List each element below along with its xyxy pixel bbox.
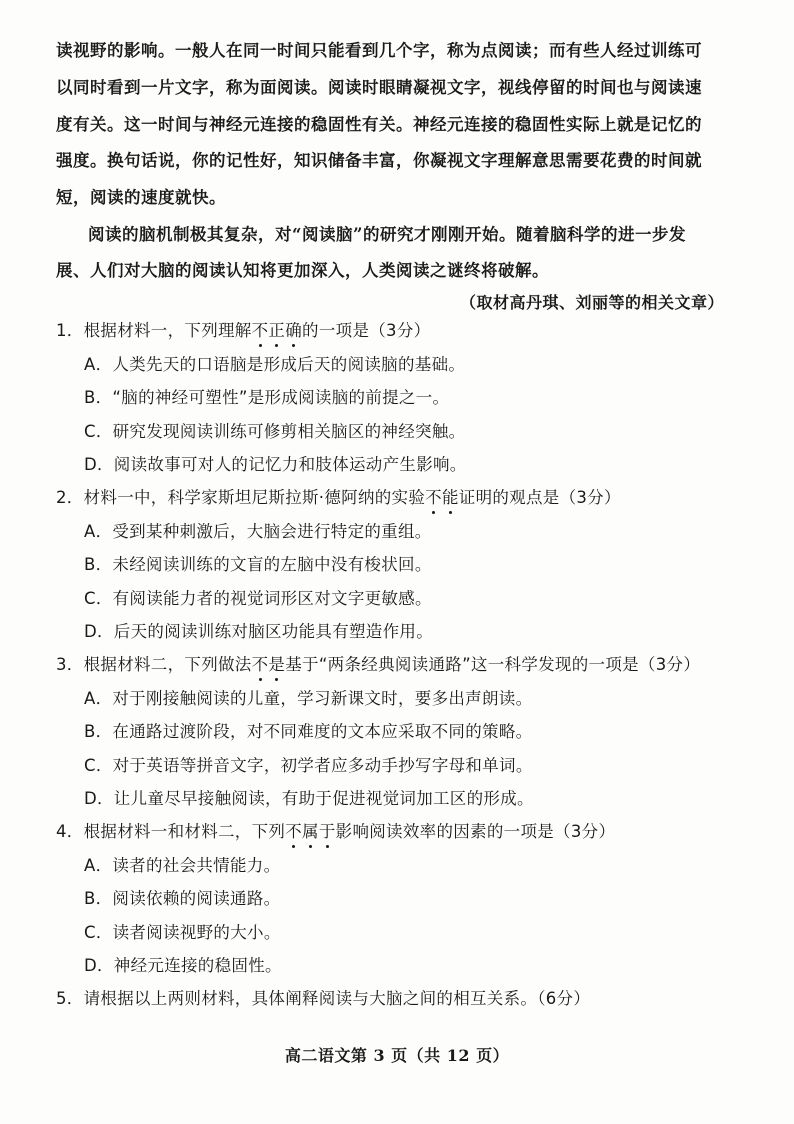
emphasis-char: 不: [251, 655, 269, 674]
passage-line: 强度。换句话说，你的记性好，知识储备丰富，你凝视文字理解意思需要花费的时间就: [56, 151, 702, 170]
emphasis-char: 属: [302, 822, 319, 841]
question-3-stem: [56, 657, 700, 674]
question-stem-pre: 4．根据材料一和材料二，下列: [56, 822, 286, 841]
question-stem-post: 的一项是（3分）: [302, 321, 431, 340]
emphasis-char: 于: [318, 822, 336, 841]
passage-line: 阅读的脑机制极其复杂，对“阅读脑”的研究才刚刚开始。随着脑科学的进一步发: [88, 225, 686, 244]
question-2-option-a: A．受到某种刺激后，大脑会进行特定的重组。: [84, 522, 432, 541]
passage-line: 短，阅读的速度就快。: [56, 188, 226, 207]
question-stem-pre: 3．根据材料二，下列做法: [56, 655, 252, 674]
emphasis-char: 确: [285, 321, 303, 340]
emphasis-char: 不: [251, 321, 269, 340]
question-1-option-b: B．“脑的神经可塑性”是形成阅读脑的前提之一。: [84, 388, 450, 407]
passage-line: 以同时看到一片文字，称为面阅读。阅读时眼睛凝视文字，视线停留的时间也与阅读速: [56, 78, 702, 97]
emphasis-char: 正: [268, 321, 286, 340]
question-1-option-c: C．研究发现阅读训练可修剪相关脑区的神经突触。: [84, 422, 466, 441]
emphasis-char: 不: [285, 822, 303, 841]
question-3-option-b: B．在通路过渡阶段，对不同难度的文本应采取不同的策略。: [84, 722, 533, 741]
question-1-stem: [56, 323, 430, 340]
question-2-stem: [56, 490, 621, 507]
question-4-option-d: D．神经元连接的稳固性。: [84, 956, 282, 975]
passage-line: 读视野的影响。一般人在同一时间只能看到几个字，称为点阅读；而有些人经过训练可: [56, 41, 702, 60]
question-stem-pre: 1．根据材料一，下列理解: [56, 321, 252, 340]
emphasis-char: 不: [425, 488, 442, 507]
question-3-option-d: D．让儿童尽早接触阅读，有助于促进视觉词加工区的形成。: [84, 789, 534, 808]
question-2-option-c: C．有阅读能力者的视觉词形区对文字更敏感。: [84, 589, 432, 608]
emphasis-char: 能: [441, 488, 459, 507]
question-1-option-d: D．阅读故事可对人的记忆力和肢体运动产生影响。: [84, 455, 467, 474]
emphasis-char: 是: [268, 655, 286, 674]
question-stem-post: 影响阅读效率的因素的一项是（3分）: [335, 822, 616, 841]
question-4-stem: [56, 824, 615, 841]
question-stem-post: 证明的观点是（3分）: [458, 488, 621, 507]
question-4-option-b: B．阅读依赖的阅读通路。: [84, 889, 281, 908]
question-4-option-c: C．读者阅读视野的大小。: [84, 923, 281, 942]
question-2-option-d: D．后天的阅读训练对脑区功能具有塑造作用。: [84, 622, 434, 641]
question-stem-pre: 5．请根据以上两则材料，具体阐释阅读与大脑之间的相互关系。（6分）: [56, 989, 591, 1008]
question-1-option-a: A．人类先天的口语脑是形成后天的阅读脑的基础。: [84, 355, 466, 374]
passage-source: （取材高丹琪、刘丽等的相关文章）: [459, 293, 724, 312]
question-stem-pre: 2．材料一中，科学家斯坦尼斯拉斯·德阿纳的实验: [56, 488, 426, 507]
page-footer: 高二语文第 3 页（共 12 页）: [284, 1046, 510, 1065]
question-3-option-c: C．对于英语等拼音文字，初学者应多动手抄写字母和单词。: [84, 756, 533, 775]
question-stem-post: 基于“两条经典阅读通路”这一科学发现的一项是（3分）: [285, 655, 701, 674]
question-5-stem: [56, 991, 590, 1008]
question-2-option-b: B．未经阅读训练的文盲的左脑中没有梭状回。: [84, 555, 432, 574]
passage-line: 展、人们对大脑的阅读认知将更加深入，人类阅读之谜终将破解。: [56, 261, 549, 280]
question-3-option-a: A．对于刚接触阅读的儿童，学习新课文时，要多出声朗读。: [84, 689, 533, 708]
passage-line: 度有关。这一时间与神经元连接的稳固性有关。神经元连接的稳固性实际上就是记忆的: [56, 115, 702, 134]
question-4-option-a: A．读者的社会共情能力。: [84, 856, 281, 875]
